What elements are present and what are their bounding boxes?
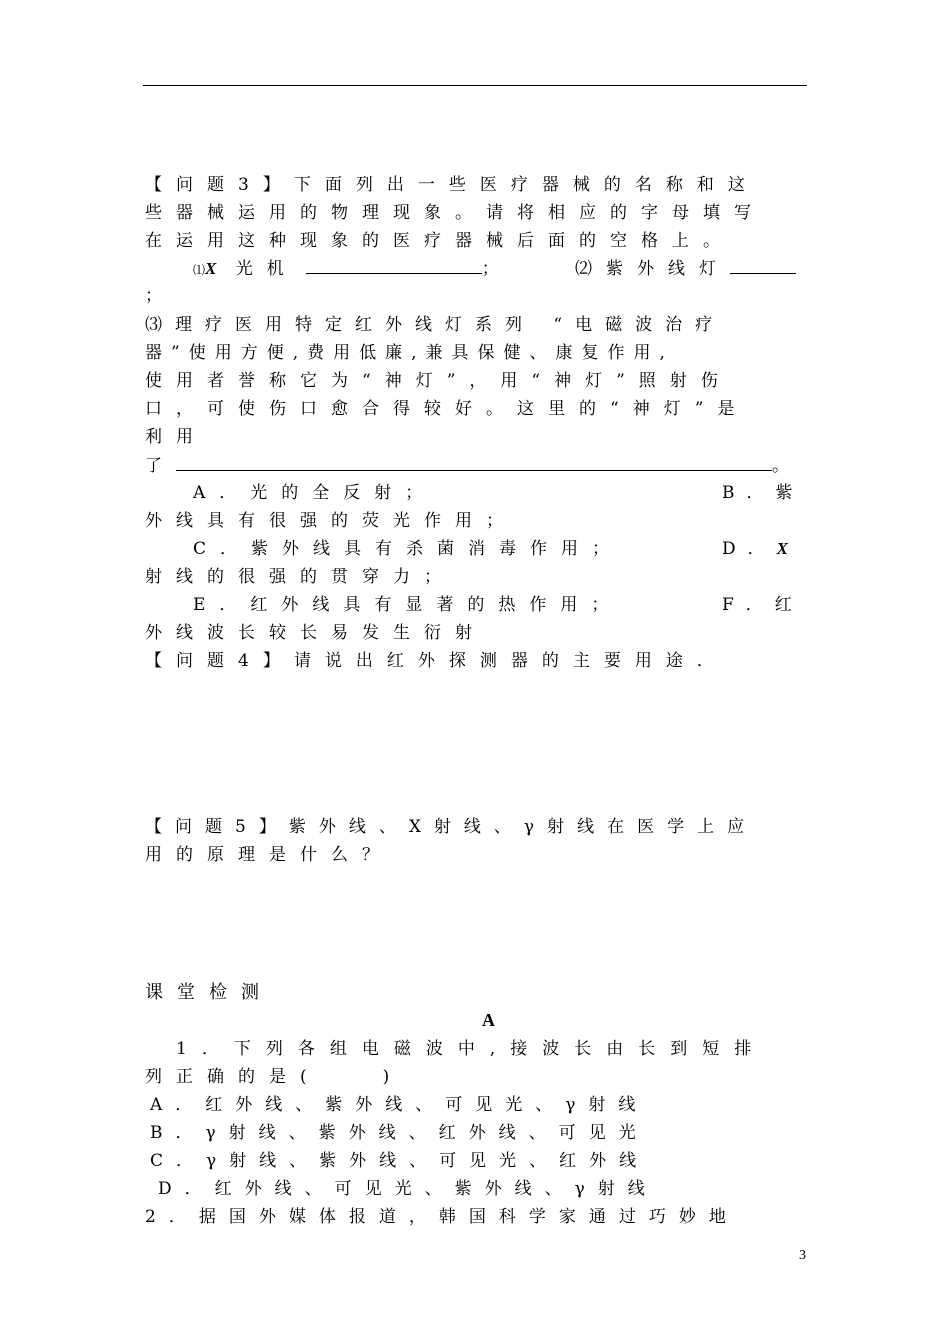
option-f-cont: 外线波长较长易发生衍射: [145, 623, 486, 643]
x-symbol: X: [205, 259, 217, 278]
q3-line-7: 器”使用方便,费用低廉,兼具保健、康复作用,: [145, 343, 674, 363]
header-rule: [143, 85, 807, 86]
section-title: 课堂检测: [145, 982, 273, 1003]
page-number: 3: [799, 1248, 806, 1263]
p1-option-d: D．红外线、可见光、紫外线、γ射线: [158, 1179, 658, 1199]
option-b-head: B．紫: [722, 483, 805, 503]
p1-stem-2: 列正确的是( ): [145, 1067, 404, 1087]
option-d-cont: 射线的很强的贯穿力；: [145, 567, 455, 587]
p1-option-b: B．γ射线、紫外线、红外线、可见光: [150, 1123, 649, 1143]
p1-option-c: C．γ射线、紫外线、可见光、红外线: [150, 1151, 650, 1171]
q3-line-8: 使用者誉称它为“神灯”，用“神灯”照射伤: [145, 371, 732, 391]
answer-blank-2[interactable]: [730, 257, 796, 274]
option-c: C．紫外线具有杀菌消毒作用；: [193, 539, 624, 559]
p1-stem-1: 1．下列各组电磁波中,接波长由长到短排: [176, 1039, 767, 1059]
option-a: A．光的全反射；: [193, 483, 437, 503]
option-d-head: D．X: [722, 539, 788, 559]
q3-line-3: 在运用这种现象的医疗器械后面的空格上。: [145, 231, 734, 251]
option-e: E．红外线具有显著的热作用；: [193, 595, 623, 615]
item-1-label: 光机: [235, 259, 298, 279]
q3-line-11: 了 。: [145, 456, 789, 476]
x-symbol: X: [776, 539, 788, 558]
item-1-number: ⑴: [193, 263, 206, 277]
q3-line-10: 利用: [145, 427, 207, 447]
p1-option-a: A．红外线、紫外线、可见光、γ射线: [150, 1095, 649, 1115]
q3-line-5: ；: [145, 286, 176, 306]
section-level: A: [482, 1010, 495, 1030]
answer-blank-1[interactable]: [306, 257, 482, 274]
q5-line-1: 【问题5】紫外线、X射线、γ射线在医学上应: [145, 817, 758, 837]
q3-line-1: 【问题3】下面列出一些医疗器械的名称和这: [145, 175, 759, 195]
q5-line-2: 用的原理是什么？: [145, 845, 393, 865]
q3-item-1: ⑴X 光机 ；: [193, 259, 513, 279]
option-f-head: F．红: [722, 595, 804, 615]
option-b-cont: 外线具有很强的荧光作用；: [145, 511, 517, 531]
answer-blank-3[interactable]: [176, 454, 772, 471]
item-2-label: ⑵紫外线灯: [575, 259, 730, 279]
q3-line-6: ⑶理疗医用特定红外线灯系列 “电磁波治疗: [145, 315, 726, 335]
q3-line-9: 口，可使伤口愈合得较好。这里的“神灯”是: [145, 399, 749, 419]
q3-item-2: [575, 257, 796, 280]
p2-stem-1: 2．据国外媒体报道，韩国科学家通过巧妙地: [145, 1207, 739, 1227]
q4-text: 【问题4】请说出红外探测器的主要用途．: [145, 651, 728, 671]
q3-line-2: 些器械运用的物理现象。请将相应的字母填写: [145, 203, 765, 223]
